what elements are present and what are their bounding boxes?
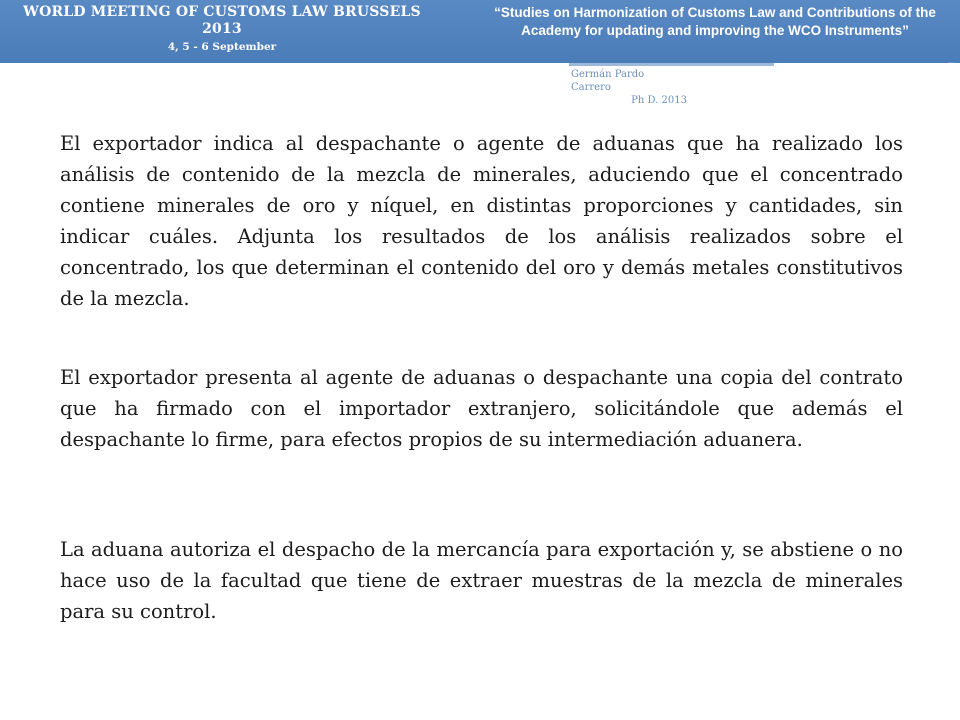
paragraph-2: El exportador presenta al agente de aduanas o despachante una copia del contrato que ha firmado con el importador extranjero, solicitándole que además el despachante lo firme, para efectos propios de su intermediación aduanera.	[60, 366, 903, 451]
header-bar	[0, 0, 960, 63]
author-block	[571, 68, 687, 107]
presentation-subtitle: “Studies on Harmonization of Customs Law and Contributions of the Academy for updating and improving the WCO Instruments”	[494, 5, 936, 38]
author-underline	[569, 63, 774, 66]
corner-mark: ...	[948, 58, 954, 65]
author-degree: Ph D. 2013	[631, 95, 687, 106]
conference-title-block	[12, 4, 432, 54]
conference-dates: 4, 5 - 6 September	[167, 41, 277, 53]
paragraph-1: El exportador indica al despachante o agente de aduanas que ha realizado los análisis de contenido de la mezcla de minerales, aduciendo que el concentrado contiene minerales de oro y níquel, en distintas proporciones y cantidades, sin indicar cuáles. Adjunta los resultados de los análisis realizados sobre el concentrado, los que determinan el contenido del oro y demás metales constitutivos de la mezcla.	[60, 132, 903, 310]
paragraph-3: La aduana autoriza el despacho de la mercancía para exportación y, se abstiene o no hace uso de la facultad que tiene de extraer muestras de la mezcla de minerales para su control.	[60, 538, 903, 623]
author-name: Germán Pardo Carrero	[571, 69, 645, 93]
conference-title: WORLD MEETING OF CUSTOMS LAW BRUSSELS 2013	[23, 4, 421, 37]
